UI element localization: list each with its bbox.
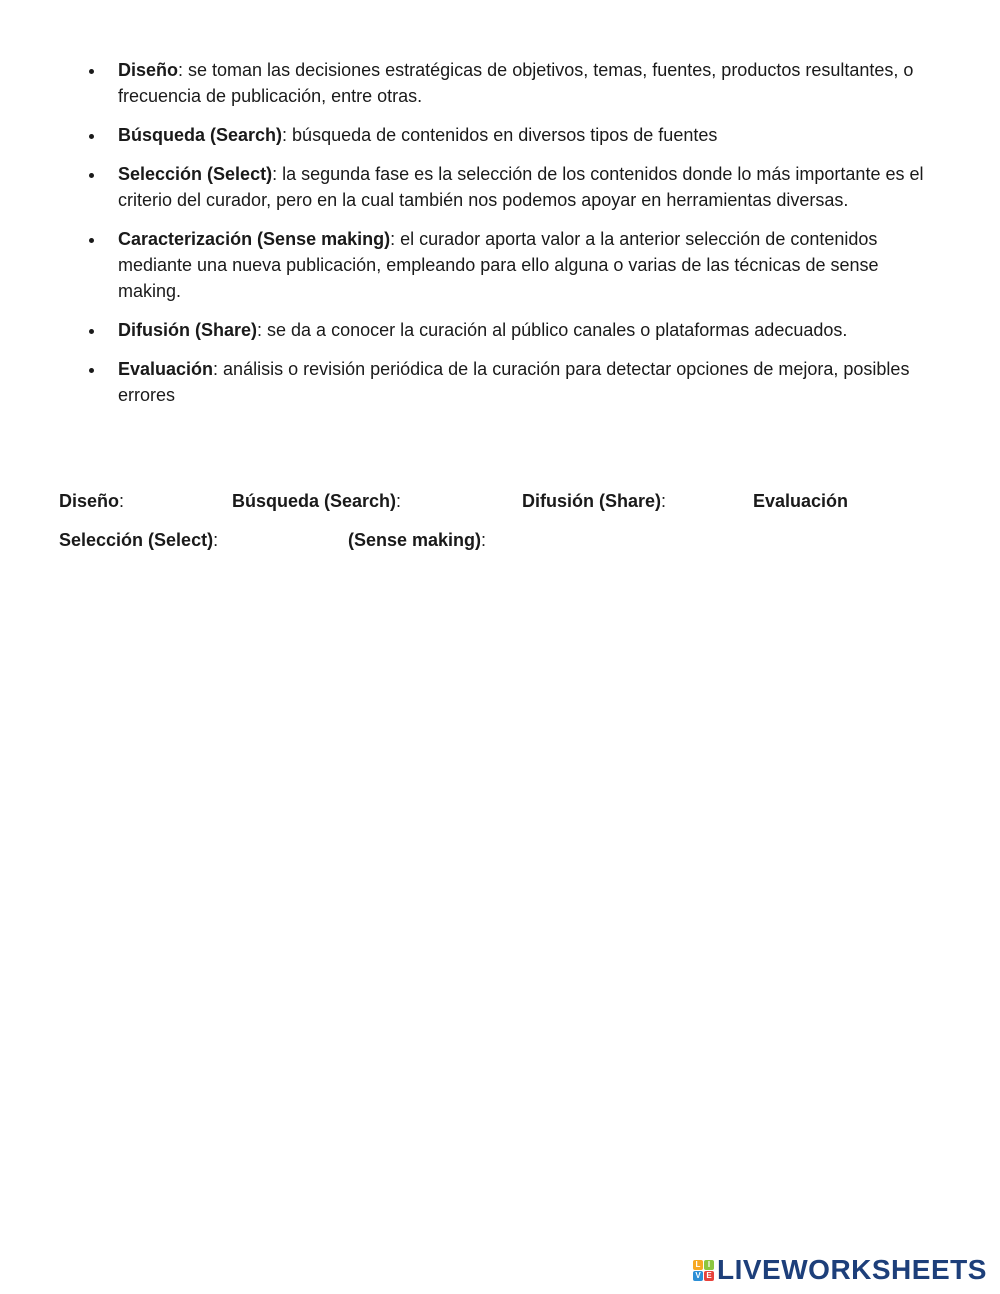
- logo-mark-letter: I: [704, 1260, 714, 1270]
- definition-text: : se da a conocer la curación al público canales o plataformas adecuados.: [257, 320, 848, 340]
- label-term: Diseño: [59, 491, 120, 511]
- logo-text: LIVEWORKSHEETS: [717, 1254, 987, 1285]
- definitions-list: [0, 57, 1000, 421]
- definition-text: : el curador aporta valor a la anterior selección de contenidos mediante una nueva publicación, empleando para ello alguna o varias de las técnicas de sense making.: [118, 229, 879, 301]
- label-term: Búsqueda (Search): [232, 491, 397, 511]
- label-suffix: :: [119, 491, 125, 511]
- definition-term: Caracterización (Sense making): [118, 229, 391, 249]
- definition-term: Evaluación: [118, 359, 214, 379]
- definition-term: Selección (Select): [118, 164, 273, 184]
- bullet-icon: [89, 238, 94, 243]
- definition-text: : se toman las decisiones estratégicas de objetivos, temas, fuentes, productos resultantes, o frecuencia de publicación, entre otras.: [118, 60, 914, 106]
- definition-item-seleccion: [0, 161, 1000, 213]
- definition-item-busqueda: [0, 122, 1000, 148]
- label-busqueda: [232, 489, 401, 513]
- label-seleccion: [59, 528, 218, 552]
- label-evaluacion: [753, 489, 848, 513]
- definition-text: : la segunda fase es la selección de los contenidos donde lo más importante es el criterio del curador, pero en la cual también nos podemos apoyar en herramientas diversas.: [118, 164, 924, 210]
- definition-item-diseno: [0, 57, 1000, 109]
- definition-text: : análisis o revisión periódica de la curación para detectar opciones de mejora, posibles errores: [118, 359, 910, 405]
- logo-mark-letter: E: [704, 1271, 714, 1281]
- label-sense-making: [348, 528, 486, 552]
- bullet-icon: [89, 69, 94, 74]
- label-suffix: :: [661, 491, 667, 511]
- logo-mark-letter: L: [693, 1260, 703, 1270]
- bullet-icon: [89, 134, 94, 139]
- label-diseno: [59, 489, 124, 513]
- logo-mark-letter: V: [693, 1271, 703, 1281]
- label-term: (Sense making): [348, 530, 482, 550]
- definition-term: Difusión (Share): [118, 320, 258, 340]
- bullet-icon: [89, 329, 94, 334]
- label-term: Evaluación: [753, 491, 849, 511]
- label-suffix: :: [396, 491, 402, 511]
- label-term: Selección (Select): [59, 530, 214, 550]
- definition-term: Búsqueda (Search): [118, 125, 283, 145]
- definition-text: : búsqueda de contenidos en diversos tipos de fuentes: [282, 125, 718, 145]
- definition-item-evaluacion: [0, 356, 1000, 408]
- definition-term: Diseño: [118, 60, 179, 80]
- label-suffix: :: [213, 530, 219, 550]
- definition-item-caracterizacion: [0, 226, 1000, 304]
- liveworksheets-logo: [693, 1255, 987, 1285]
- label-difusion: [522, 489, 666, 513]
- bullet-icon: [89, 173, 94, 178]
- logo-mark-icon: [693, 1260, 714, 1281]
- bullet-icon: [89, 368, 94, 373]
- definition-item-difusion: [0, 317, 1000, 343]
- label-suffix: :: [481, 530, 487, 550]
- label-term: Difusión (Share): [522, 491, 662, 511]
